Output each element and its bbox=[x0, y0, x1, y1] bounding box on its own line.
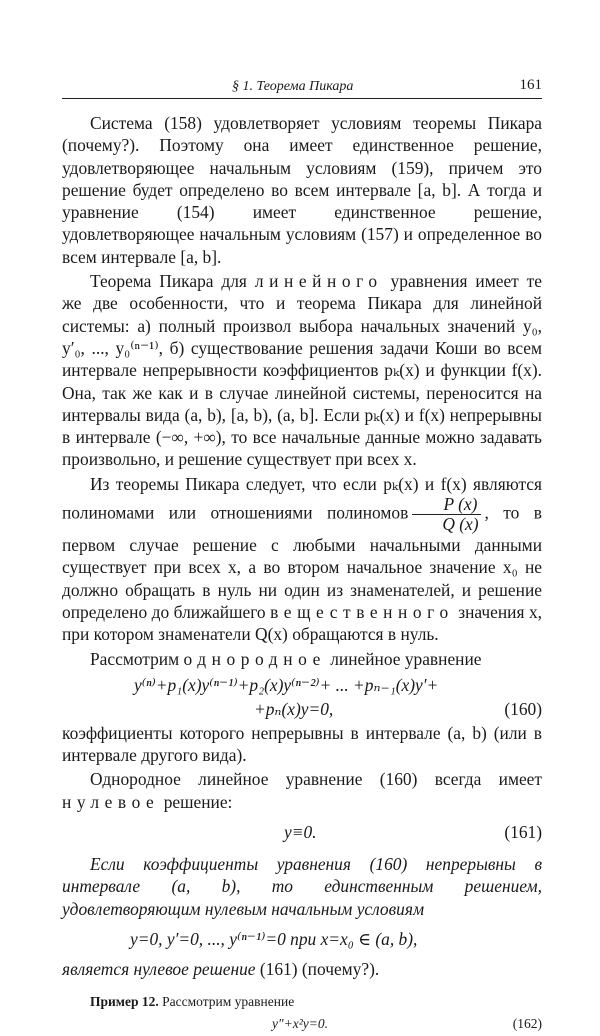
page-body bbox=[62, 112, 542, 1036]
paragraph-3-spaced: вещественного bbox=[270, 601, 454, 622]
equation-160-text-1: y⁽ⁿ⁾+p₁(x)y⁽ⁿ⁻¹⁾+p₂(x)y⁽ⁿ⁻²⁾+ ... +pₙ₋₁(x)y′+ bbox=[134, 674, 439, 695]
example-label: Пример 12. bbox=[90, 994, 159, 1010]
equation-162 bbox=[62, 1014, 542, 1036]
page-header bbox=[62, 76, 542, 99]
paragraph-2-text-a: Теорема Пикара для bbox=[90, 271, 255, 292]
paragraph-2 bbox=[62, 270, 542, 471]
example-text: Рассмотрим уравнение bbox=[158, 994, 295, 1010]
fraction-denominator: Q (x) bbox=[442, 514, 479, 535]
paragraph-6-spaced: нулевое bbox=[62, 791, 160, 812]
paragraph-2-text-b: уравнения имеет те же две особенности, что и теорема Пикара для линейной системы: а) полный произвол выбора начальных значений y₀, y′₀, ..., y₀⁽ⁿ⁻¹⁾, б) существование решения задачи Коши во всем интервале непрерывности коэффициентов pₖ(x) и функции f(x). Она, так же как и в случае линейной системы, переносится на интервалы вида (a, b), [a, b), (a, b]. Если pₖ(x) и f(x) непрерывны в интервале (−∞, +∞), то все начальные данные можно задавать произвольно, и решение существует при всех x. bbox=[62, 271, 542, 470]
paragraph-8-italic: является нулевое решение bbox=[62, 958, 256, 979]
paragraph-6 bbox=[62, 768, 542, 813]
running-head: § 1. Теорема Пикара bbox=[232, 79, 354, 94]
equation-162-number: (162) bbox=[512, 1016, 542, 1032]
paragraph-2-spaced: линейного bbox=[254, 271, 383, 292]
paragraph-3 bbox=[62, 473, 542, 646]
equation-conditions-text: y=0, y′=0, ..., y⁽ⁿ⁻¹⁾=0 при x=x₀ ∈ (a, b), bbox=[130, 928, 418, 949]
paragraph-4-spaced: однородное bbox=[183, 648, 326, 669]
page-number: 161 bbox=[519, 77, 542, 93]
paragraph-8 bbox=[62, 958, 542, 980]
paragraph-3-text-c: значения x, при котором знаменатели Q(x) обращаются в нуль. bbox=[62, 601, 543, 645]
paragraph-1: Система (158) удовлетворяет условиям теоремы Пикара (почему?). Поэтому она имеет единственное решение, удовлетворяющее начальным условиям (159), причем это решение будет определено во всем интервале [a, b]. А тогда и уравнение (154) имеет единственное решение, удовлетворяющее начальным условиям (157) и определенное во всем интервале [a, b]. bbox=[62, 113, 542, 267]
fraction-p-over-q bbox=[412, 495, 480, 534]
example-12 bbox=[62, 992, 542, 1012]
paragraph-8-text: (161) (почему?). bbox=[255, 958, 380, 979]
equation-160-line-1 bbox=[62, 674, 542, 698]
paragraph-4-text-b: линейное уравнение bbox=[325, 648, 482, 669]
paragraph-6-text-a: Однородное линейное уравнение (160) всегда имеет bbox=[90, 769, 542, 790]
equation-160-line-2 bbox=[62, 698, 542, 722]
equation-conditions bbox=[62, 928, 542, 952]
equation-161 bbox=[62, 821, 542, 845]
paragraph-5: коэффициенты которого непрерывны в интервале (a, b) (или в интервале другого вида). bbox=[62, 722, 542, 766]
paragraph-4 bbox=[62, 648, 542, 670]
paragraph-3-text-b: , то в первом случае решение с любыми начальными данными существует при всех x, а во втором начальное значение x₀ не должно обращать в нуль ни один из знаменателей, и решение определено до ближайшего bbox=[62, 502, 542, 622]
paragraph-6-text-b: решение: bbox=[159, 791, 233, 812]
fraction-numerator: P (x) bbox=[412, 495, 480, 515]
paragraph-7: Если коэффициенты уравнения (160) непрерывны в интервале (a, b), то единственным решением, удовлетворяющим нулевым начальным условиям bbox=[62, 854, 542, 919]
equation-160-text-2: +pₙ(x)y=0, bbox=[254, 698, 334, 719]
paragraph-4-text-a: Рассмотрим bbox=[90, 648, 184, 669]
equation-161-text: y≡0. bbox=[284, 822, 317, 843]
equation-161-number: (161) bbox=[504, 822, 542, 843]
equation-162-text: y″+x²y=0. bbox=[272, 1016, 328, 1032]
equation-160-number: (160) bbox=[504, 698, 542, 719]
paragraph-3-text-a: Из теоремы Пикара следует, что если pₖ(x) и f(x) являются полиномами или отношениями полиномов bbox=[62, 473, 542, 523]
